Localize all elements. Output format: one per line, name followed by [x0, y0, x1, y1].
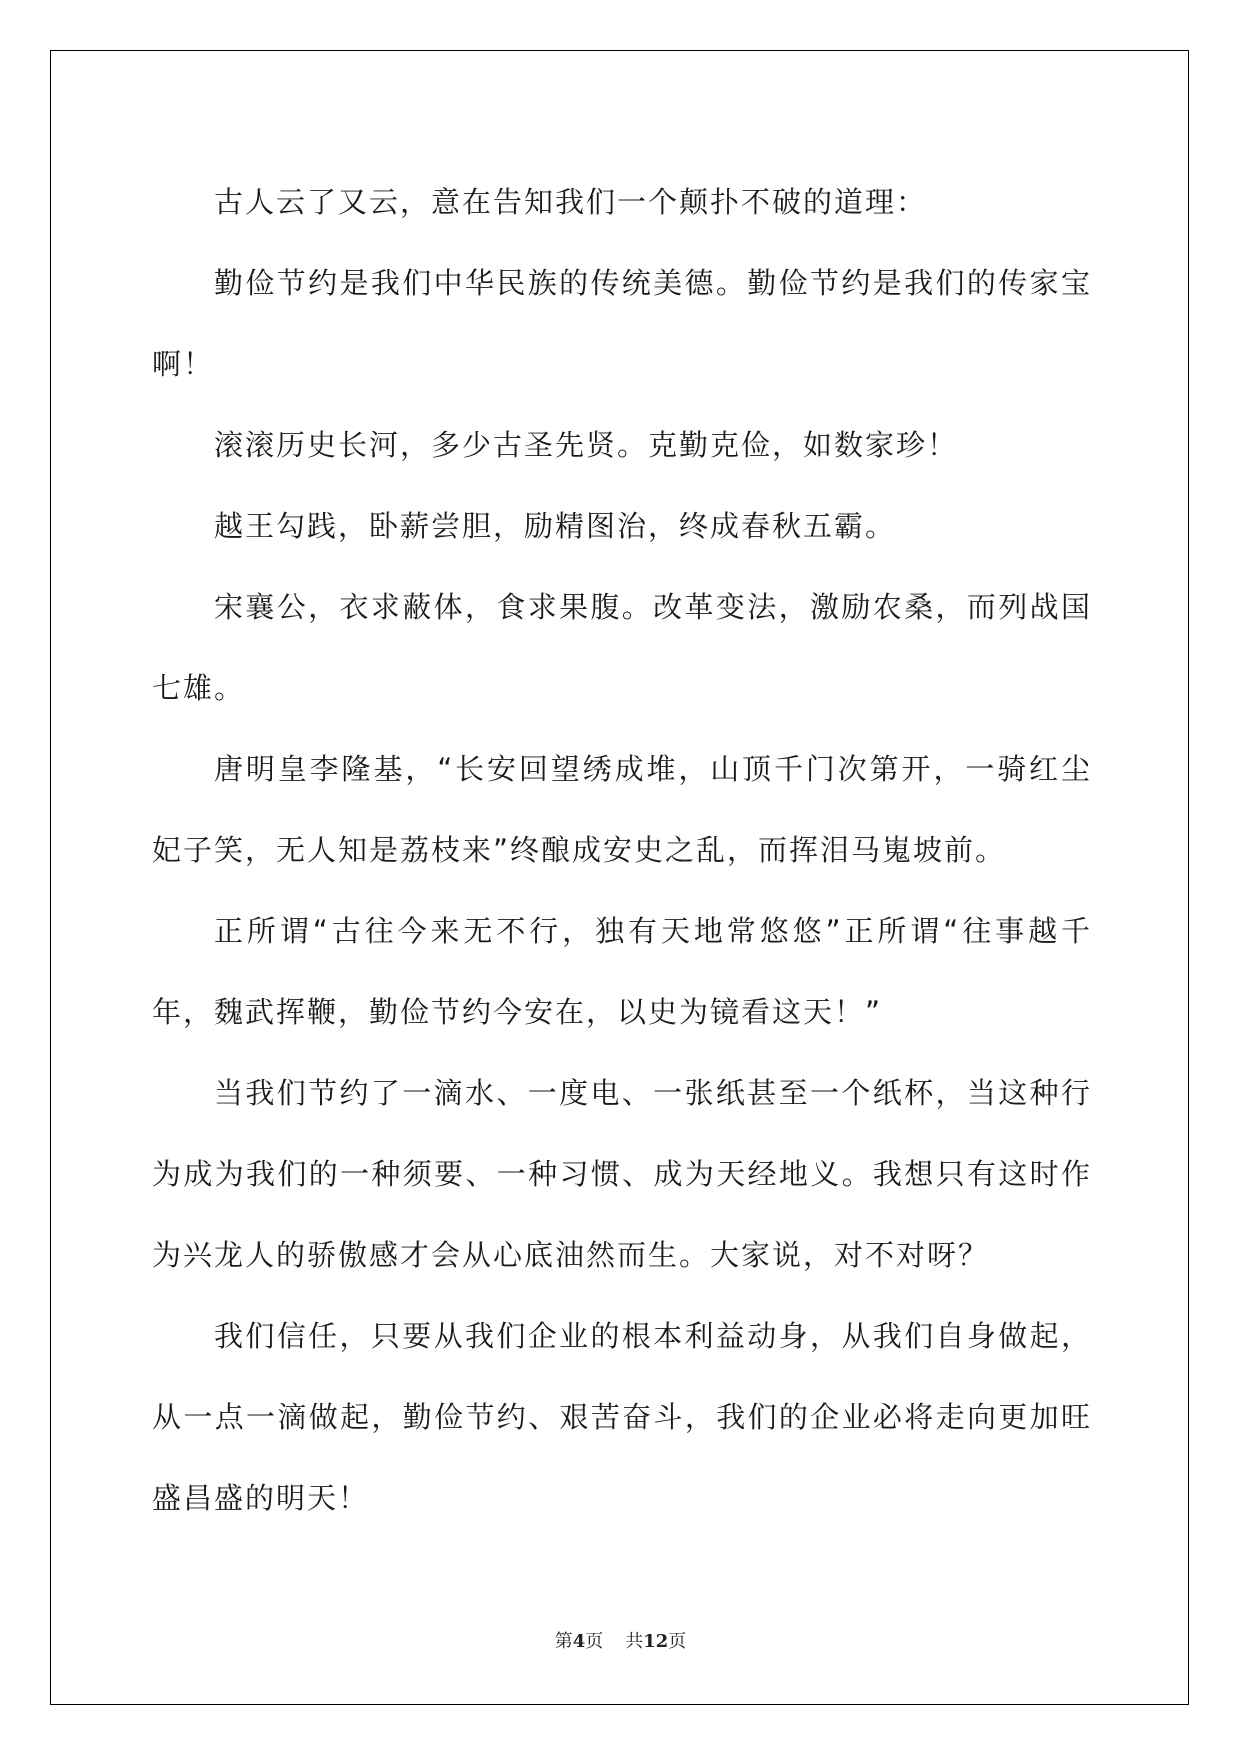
document-body: [152, 162, 1092, 1539]
paragraph: 唐明皇李隆基，“长安回望绣成堆，山顶千门次第开，一骑红尘妃子笑，无人知是荔枝来”终酿成安史之乱，而挥泪马嵬坡前。: [152, 752, 1092, 867]
total-suffix: 页: [668, 1631, 687, 1652]
paragraph: 正所谓“古往今来无不行，独有天地常悠悠”正所谓“往事越千年，魏武挥鞭，勤俭节约今安在，以史为镜看这天！”: [152, 914, 1092, 1029]
paragraph: 勤俭节约是我们中华民族的传统美德。勤俭节约是我们的传家宝啊！: [152, 266, 1092, 381]
total-pages: 12: [643, 1631, 669, 1652]
page-suffix: 页: [585, 1631, 604, 1652]
total-prefix: 共: [625, 1631, 644, 1652]
paragraph: 古人云了又云，意在告知我们一个颠扑不破的道理：: [214, 185, 928, 219]
paragraph: 当我们节约了一滴水、一度电、一张纸甚至一个纸杯，当这种行为成为我们的一种须要、一种习惯、成为天经地义。我想只有这时作为兴龙人的骄傲感才会从心底油然而生。大家说，对不对呀？: [152, 1076, 1092, 1272]
paragraph: 我们信任，只要从我们企业的根本利益动身，从我们自身做起，从一点一滴做起，勤俭节约、艰苦奋斗，我们的企业必将走向更加旺盛昌盛的明天！: [152, 1319, 1092, 1515]
paragraph: 滚滚历史长河，多少古圣先贤。克勤克俭，如数家珍！: [214, 428, 959, 462]
page-footer: [0, 1627, 1241, 1653]
paragraph: 越王勾践，卧薪尝胆，励精图治，终成春秋五霸。: [214, 509, 897, 543]
paragraph: 宋襄公，衣求蔽体，食求果腹。改革变法，激励农桑，而列战国七雄。: [152, 590, 1092, 705]
page-prefix: 第: [554, 1631, 573, 1652]
page-number: 4: [572, 1631, 586, 1652]
